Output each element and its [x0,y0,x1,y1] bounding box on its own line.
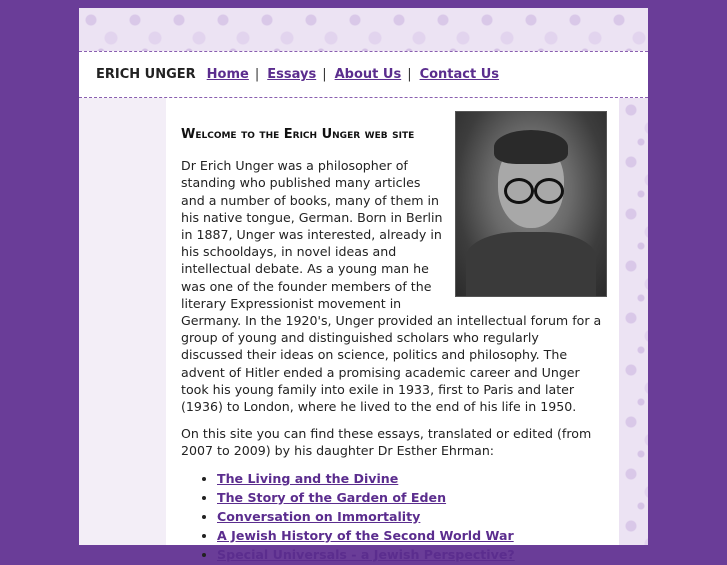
left-sidebar [79,98,166,545]
list-item [217,546,603,564]
essay-link[interactable]: The Living and the Divine [217,470,399,486]
header-banner [79,8,648,51]
essays-intro-paragraph: On this site you can find these essays, translated or edited (from 2007 to 2009) by his daughter Dr Esther Ehrman: [181,426,592,459]
nav-about-link[interactable]: About Us [334,67,402,82]
nav-essays-link[interactable]: Essays [267,67,317,82]
intro-paragraph: Dr Erich Unger was a philosopher of standing who published many articles and a number of books, many of them in his native tongue, German. Born in Berlin in 1887, Unger was interested, already in his schooldays, in novel ideas and intellectual debate. As a young man he was one of the founder members of the literary Expressionist movement in Germany. In the 1920's, Unger provided an intellectual forum for a group of young and distinguished scholars who regularly discussed their ideas on science, politics and philosophy. The advent of Hitler ended a promising academic career and Unger took his young family into exile in 1933, first to Paris and later (1936) to London, where he lived to the end of his life in 1950. [181,158,602,415]
essay-link[interactable]: Special Universals - a Jewish Perspective? [217,546,515,562]
top-nav [79,51,648,98]
essay-list [181,470,603,564]
essay-link[interactable]: Conversation on Immortality [217,508,421,524]
portrait-photo [455,111,607,297]
nav-separator: | [407,67,412,82]
page-container [79,8,648,562]
list-item [217,508,603,526]
list-item [217,527,603,545]
essay-link[interactable]: The Story of the Garden of Eden [217,489,447,505]
list-item [217,489,603,507]
right-decoration [619,98,648,545]
nav-home-link[interactable]: Home [206,67,249,82]
essay-link[interactable]: A Jewish History of the Second World War [217,527,514,543]
list-item [217,470,603,488]
nav-contact-link[interactable]: Contact Us [419,67,500,82]
page-title: Welcome to the Erich Unger web site [181,127,415,142]
site-name: ERICH UNGER [96,67,196,82]
nav-separator: | [254,67,260,82]
nav-separator: | [322,67,327,82]
main-content [166,98,619,562]
